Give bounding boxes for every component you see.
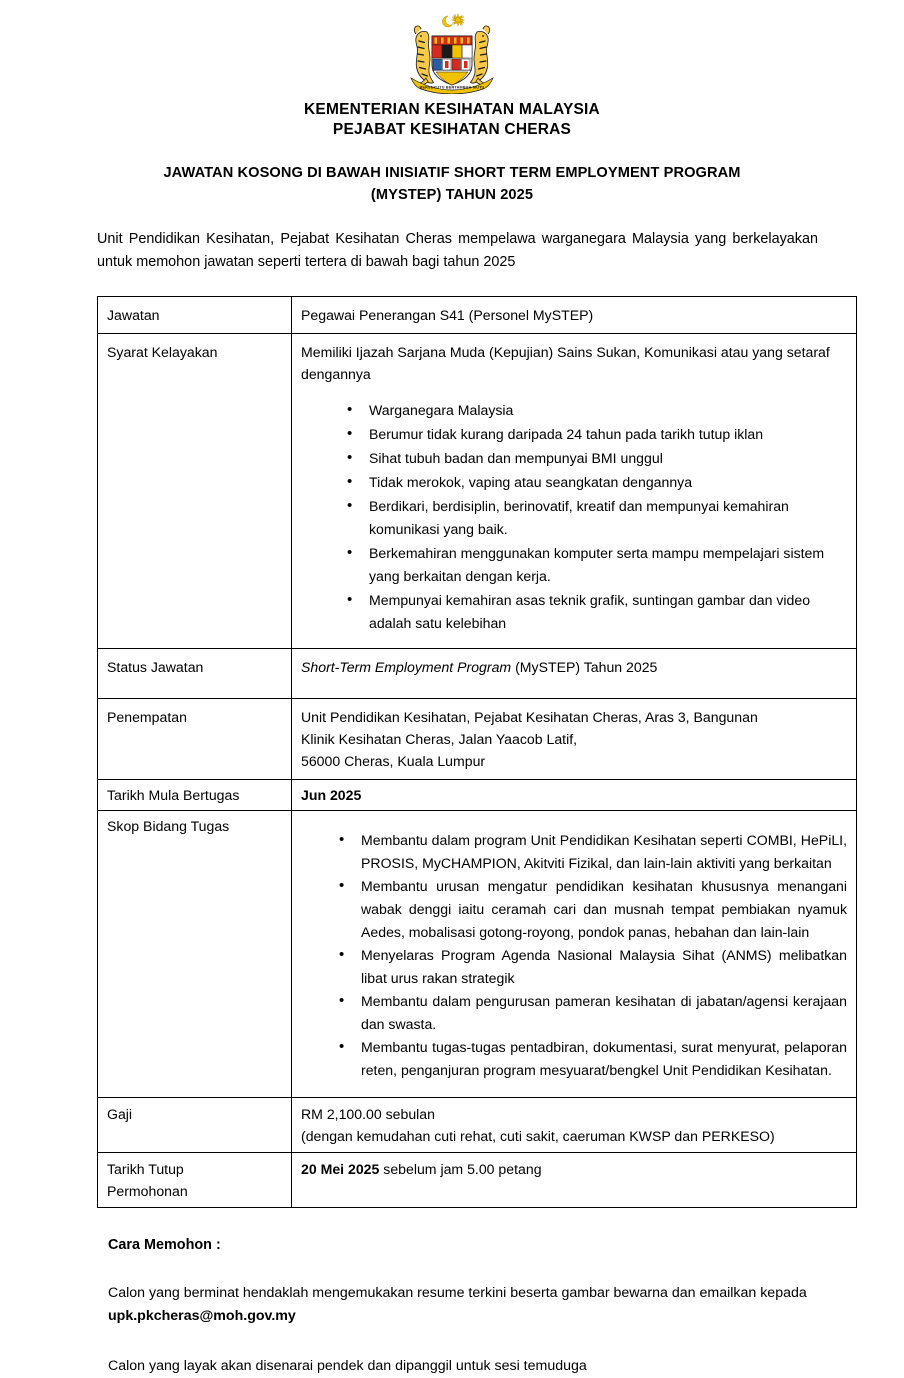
list-item: • Tidak merokok, vaping atau seangkatan dengannya [347, 471, 847, 494]
label-syarat-kelayakan: Syarat Kelayakan [98, 334, 292, 649]
status-italic-text: Short-Term Employment Program [301, 659, 512, 675]
list-item: • Membantu dalam program Unit Pendidikan Kesihatan seperti COMBI, HePiLI, PROSIS, MyCHAMPION, Akitviti Fizikal, dan lain-lain aktiviti yang berkaitan [339, 829, 847, 875]
shield [432, 36, 472, 85]
label-gaji: Gaji [98, 1098, 292, 1153]
table-row-skop-bidang-tugas [98, 811, 857, 1098]
label-jawatan: Jawatan [98, 297, 292, 334]
list-item: • Mempunyai kemahiran asas teknik grafik, suntingan gambar dan video adalah satu kelebihan [347, 589, 847, 635]
table-row-penempatan [98, 699, 857, 780]
shortlist-note: Calon yang layak akan disenarai pendek dan dipanggil untuk sesi temuduga [108, 1358, 587, 1374]
application-instructions [108, 1234, 818, 1378]
table-row-status-jawatan [98, 649, 857, 699]
closing-date-rest: sebelum jam 5.00 petang [379, 1161, 542, 1177]
title-line-2: (MYSTEP) TAHUN 2025 [370, 187, 534, 203]
gaji-amount: RM 2,100.00 sebulan [301, 1106, 435, 1122]
application-text: Calon yang berminat hendaklah mengemukakan resume terkini beserta gambar bewarna dan emailkan kepada [108, 1285, 807, 1301]
label-tarikh-tutup [98, 1153, 292, 1208]
contact-email[interactable]: upk.pkcheras@moh.gov.my [108, 1308, 296, 1324]
ministry-name: KEMENTERIAN KESIHATAN MALAYSIA [304, 101, 600, 118]
list-item: • Menyelaras Program Agenda Nasional Malaysia Sihat (ANMS) melibatkan libat urus rakan strategik [339, 944, 847, 990]
cara-memohon-heading: Cara Memohon : [108, 1237, 221, 1253]
penempatan-line-1: Unit Pendidikan Kesihatan, Pejabat Kesihatan Cheras, Aras 3, Bangunan [301, 709, 758, 725]
value-tarikh-tutup [292, 1153, 857, 1208]
status-rest-text: (MySTEP) Tahun 2025 [511, 659, 658, 675]
penempatan-line-2: Klinik Kesihatan Cheras, Jalan Yaacob Latif, [301, 731, 578, 747]
value-gaji [292, 1098, 857, 1153]
skop-bullet-list [301, 829, 847, 1082]
table-row-tarikh-mula [98, 780, 857, 811]
table-row-gaji [98, 1098, 857, 1153]
label-status-jawatan: Status Jawatan [98, 649, 292, 699]
list-item: • Membantu urusan mengatur pendidikan kesihatan khususnya menangani wabak denggi iaitu ceramah cari dan musnah tempat pembiakan nyamuk Aedes, mobalisasi gotong-royong, pondok panas, hebahan dan lain-lain [339, 875, 847, 944]
table-row-jawatan [98, 297, 857, 334]
list-item: • Berumur tidak kurang daripada 24 tahun pada tarikh tutup iklan [347, 423, 847, 446]
syarat-intro-text: Memiliki Ijazah Sarjana Muda (Kepujian) Sains Sukan, Komunikasi atau yang setaraf dengannya [301, 344, 830, 382]
title-line-1: JAWATAN KOSONG DI BAWAH INISIATIF SHORT TERM EMPLOYMENT PROGRAM [163, 165, 741, 181]
office-name: PEJABAT KESIHATAN CHERAS [332, 121, 572, 138]
tiger-left [414, 26, 433, 85]
list-item: • Berkemahiran menggunakan komputer serta mampu mempelajari sistem yang berkaitan dengan kerja. [347, 542, 847, 588]
tiger-right [471, 26, 490, 85]
value-penempatan [292, 699, 857, 780]
label-skop-bidang-tugas: Skop Bidang Tugas [98, 811, 292, 1098]
syarat-bullet-list [301, 399, 847, 635]
label-tarikh-mula: Tarikh Mula Bertugas [98, 780, 292, 811]
value-skop-bidang-tugas [292, 811, 857, 1098]
emblem-container [0, 0, 904, 94]
list-item: • Sihat tubuh badan dan mempunyai BMI unggul [347, 447, 847, 470]
application-paragraph [108, 1282, 818, 1328]
tarikh-tutup-label-line-2: Permohonan [107, 1183, 188, 1199]
value-tarikh-mula: Jun 2025 [292, 780, 857, 811]
list-item: • Warganegara Malaysia [347, 399, 847, 422]
penempatan-line-3: 56000 Cheras, Kuala Lumpur [301, 753, 486, 769]
closing-date-bold: 20 Mei 2025 [301, 1161, 380, 1177]
tarikh-tutup-label-line-1: Tarikh Tutup [107, 1161, 184, 1177]
gaji-benefits: (dengan kemudahan cuti rehat, cuti sakit, caeruman KWSP dan PERKESO) [301, 1128, 775, 1144]
jata-negara-coat-of-arms-icon [396, 8, 508, 94]
list-item: • Membantu tugas-tugas pentadbiran, dokumentasi, surat menyurat, pelaporan reten, penganjuran program mesyuarat/bengkel Unit Pendidikan Kesihatan. [339, 1036, 847, 1082]
job-details-table [97, 296, 857, 1208]
list-item: • Membantu dalam pengurusan pameran kesihatan di jabatan/agensi kerajaan dan swasta. [339, 990, 847, 1036]
value-jawatan: Pegawai Penerangan S41 (Personel MySTEP) [292, 297, 857, 334]
table-row-syarat-kelayakan [98, 334, 857, 649]
list-item: • Berdikari, berdisiplin, berinovatif, kreatif dan mempunyai kemahiran komunikasi yang baik. [347, 495, 847, 541]
page-title [0, 162, 904, 206]
value-status-jawatan [292, 649, 857, 699]
intro-paragraph: Unit Pendidikan Kesihatan, Pejabat Kesihatan Cheras mempelawa warganegara Malaysia yang berkelayakan untuk memohon jawatan seperti tertera di bawah bagi tahun 2025 [97, 231, 818, 270]
ministry-header [0, 100, 904, 140]
svg-text:BERSEKUTU BERTAMBAH MUTU: BERSEKUTU BERTAMBAH MUTU [419, 85, 485, 90]
table-row-tarikh-tutup [98, 1153, 857, 1208]
value-syarat-kelayakan [292, 334, 857, 649]
label-penempatan: Penempatan [98, 699, 292, 780]
